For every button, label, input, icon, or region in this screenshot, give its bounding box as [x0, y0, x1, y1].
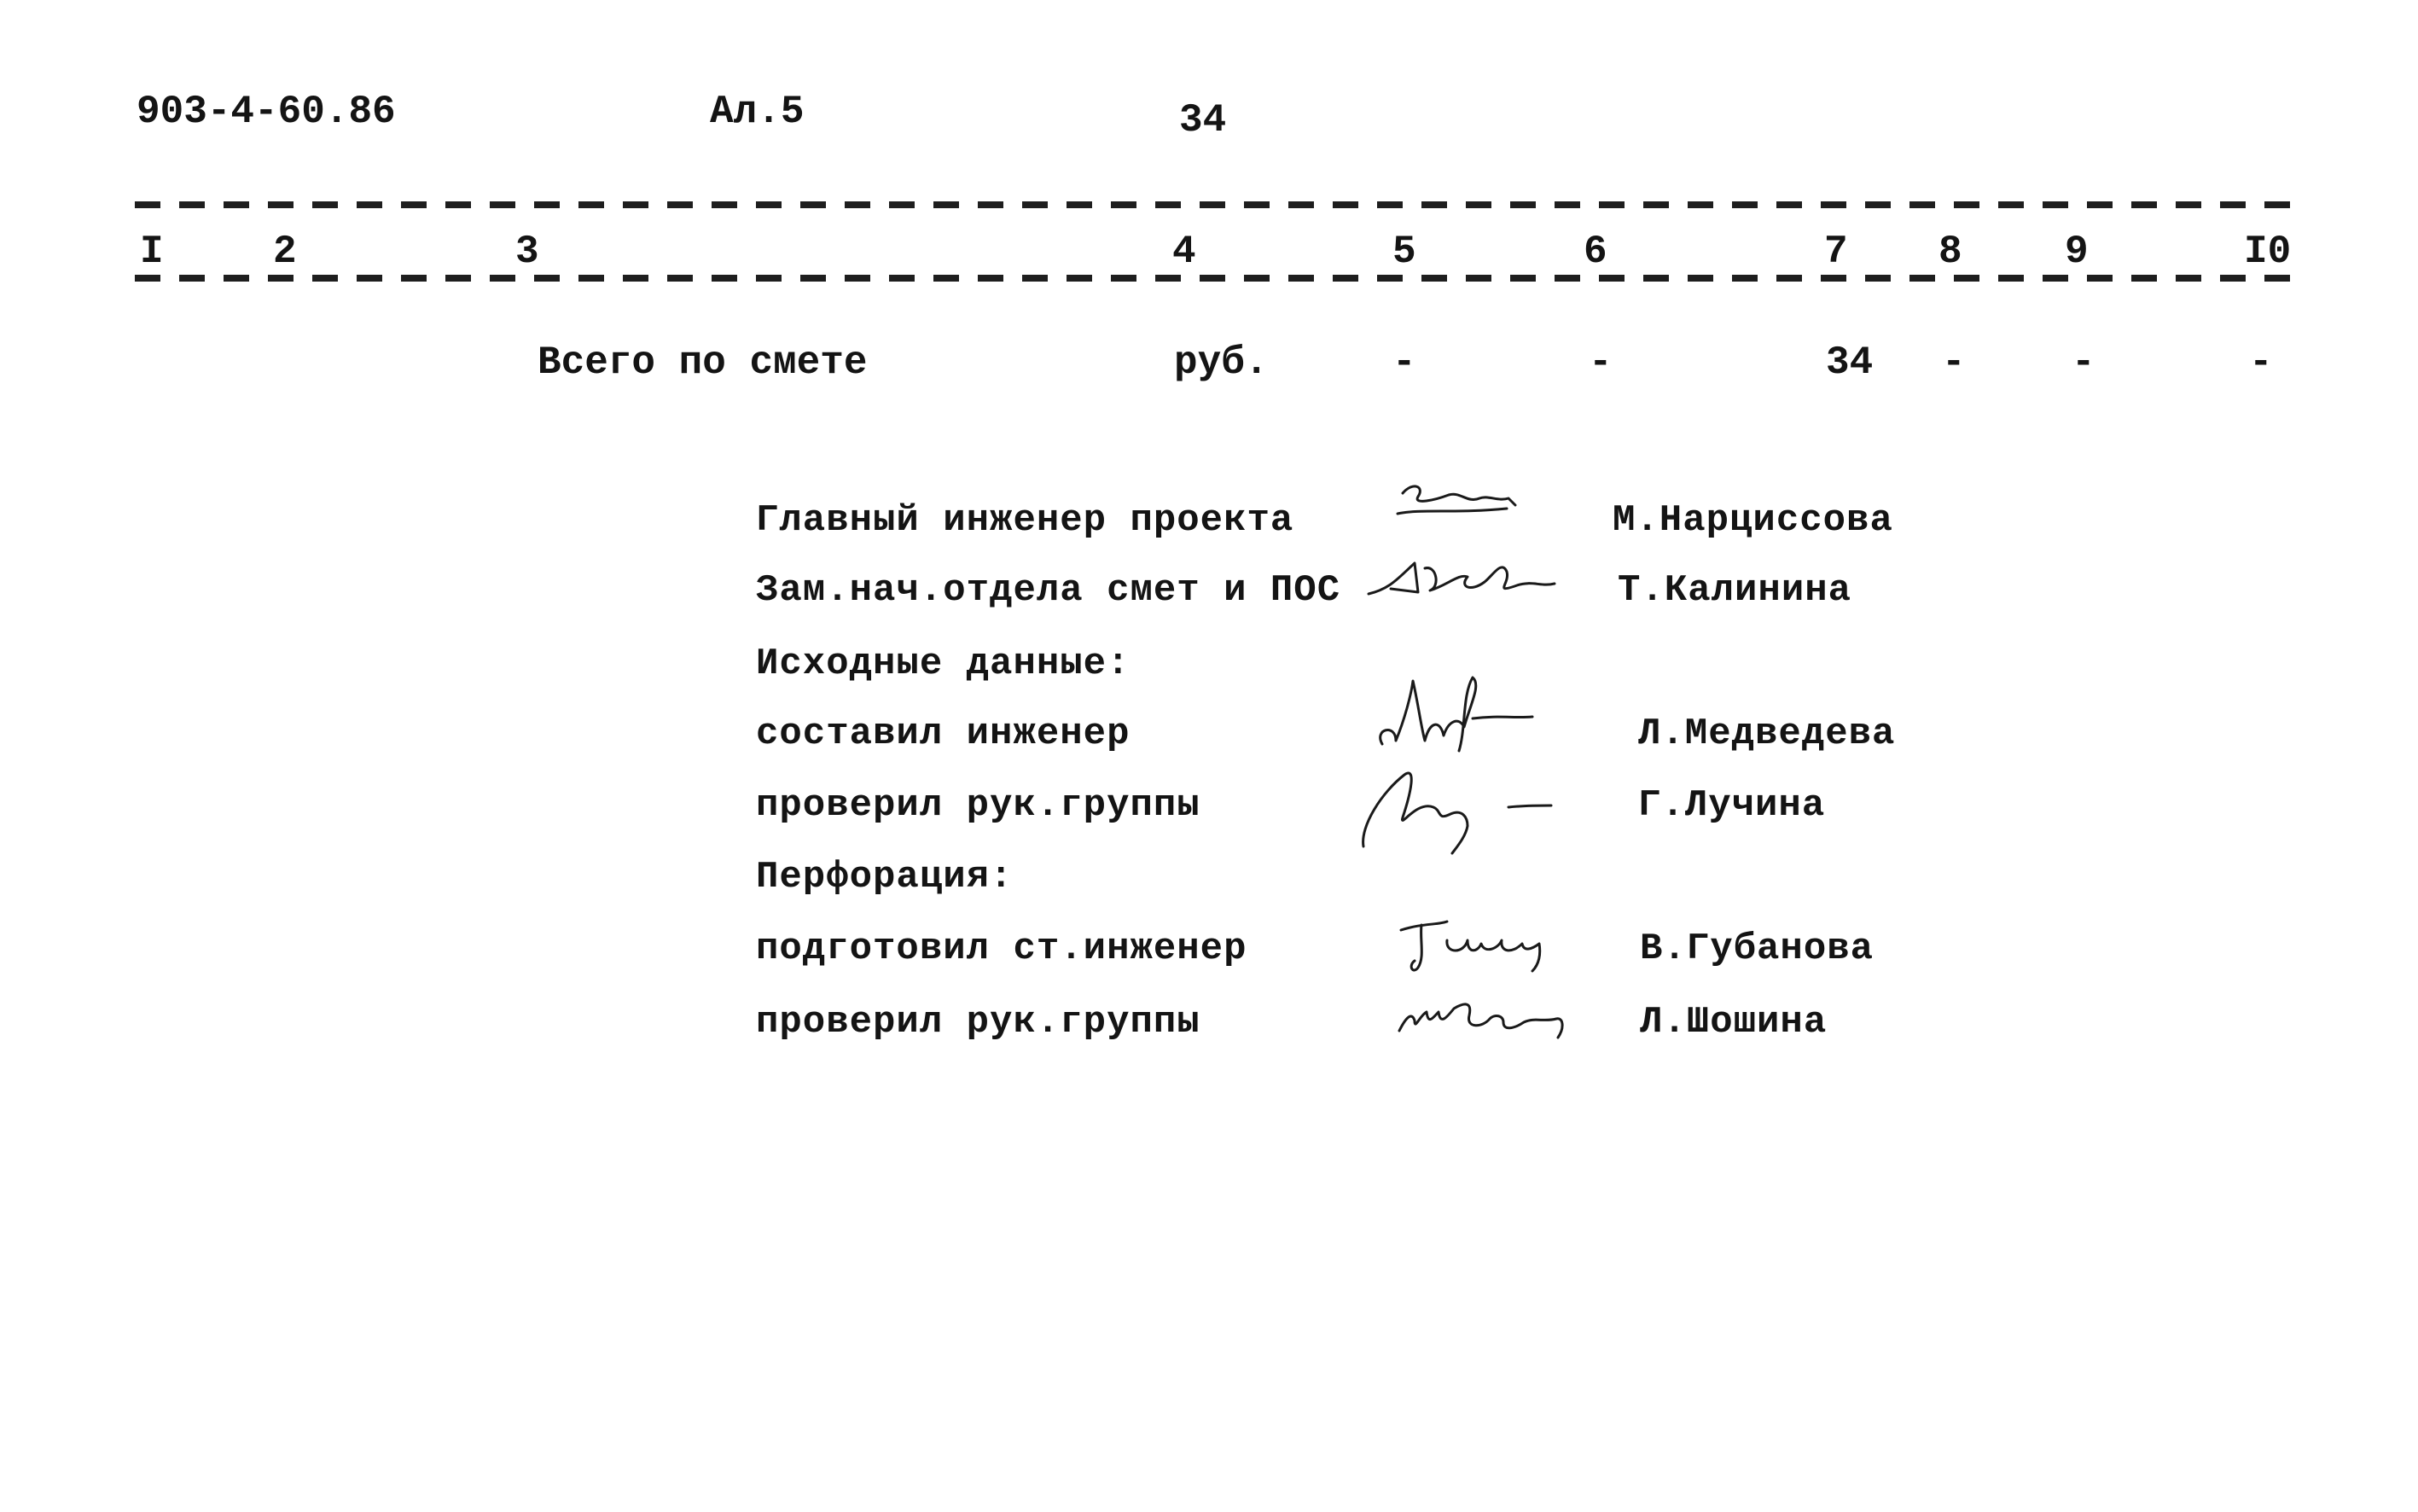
signature-prepared-by — [1396, 915, 1566, 976]
total-col-7: 34 — [1826, 340, 1874, 385]
total-col-10: - — [2249, 340, 2273, 385]
column-number-1: I — [140, 230, 164, 274]
column-number-2: 2 — [273, 230, 297, 274]
column-number-5: 5 — [1392, 230, 1416, 274]
role-checked-by-2: проверил рук.группы — [756, 1001, 1200, 1044]
role-checked-by-1: проверил рук.группы — [756, 784, 1200, 827]
name-prepared-by: В.Губанова — [1640, 928, 1875, 970]
heading-source-data: Исходные данные: — [756, 643, 1131, 685]
page-number: 34 — [1179, 98, 1227, 142]
role-prepared-by: подготовил ст.инженер — [756, 928, 1247, 970]
column-number-10: I0 — [2244, 230, 2292, 274]
name-compiled-by: Л.Медведева — [1638, 712, 1896, 755]
document-code: 903-4-60.86 — [137, 90, 396, 134]
column-number-7: 7 — [1824, 230, 1848, 274]
name-checked-by-2: Л.Шошина — [1640, 1001, 1828, 1044]
role-chief-engineer: Главный инженер проекта — [756, 499, 1294, 542]
dashed-rule-bottom — [135, 275, 2307, 282]
signature-compiled-by — [1370, 669, 1575, 763]
total-col-6: - — [1589, 340, 1613, 385]
total-col-9: - — [2072, 340, 2095, 385]
name-checked-by-1: Г.Лучина — [1638, 784, 1826, 827]
column-number-8: 8 — [1938, 230, 1962, 274]
role-compiled-by: составил инженер — [756, 712, 1131, 755]
name-deputy-head: Т.Калинина — [1618, 569, 1852, 612]
column-number-6: 6 — [1584, 230, 1607, 274]
sheet-label: Ал.5 — [710, 90, 805, 134]
signature-checked-by-1 — [1357, 758, 1578, 860]
name-chief-engineer: М.Нарциссова — [1613, 499, 1893, 542]
dashed-rule-top — [135, 201, 2307, 208]
column-number-9: 9 — [2065, 230, 2089, 274]
total-unit: руб. — [1174, 340, 1269, 385]
column-number-3: 3 — [515, 230, 539, 274]
total-label: Всего по смете — [538, 340, 868, 385]
role-deputy-head: Зам.нач.отдела смет и ПОС — [756, 569, 1341, 612]
signature-checked-by-2 — [1394, 986, 1599, 1048]
heading-perforation: Перфорация: — [756, 856, 1014, 898]
signature-chief-engineer — [1387, 474, 1532, 534]
signature-deputy-head — [1365, 551, 1570, 611]
column-number-4: 4 — [1172, 230, 1196, 274]
total-col-5: - — [1392, 340, 1416, 385]
total-col-8: - — [1942, 340, 1966, 385]
